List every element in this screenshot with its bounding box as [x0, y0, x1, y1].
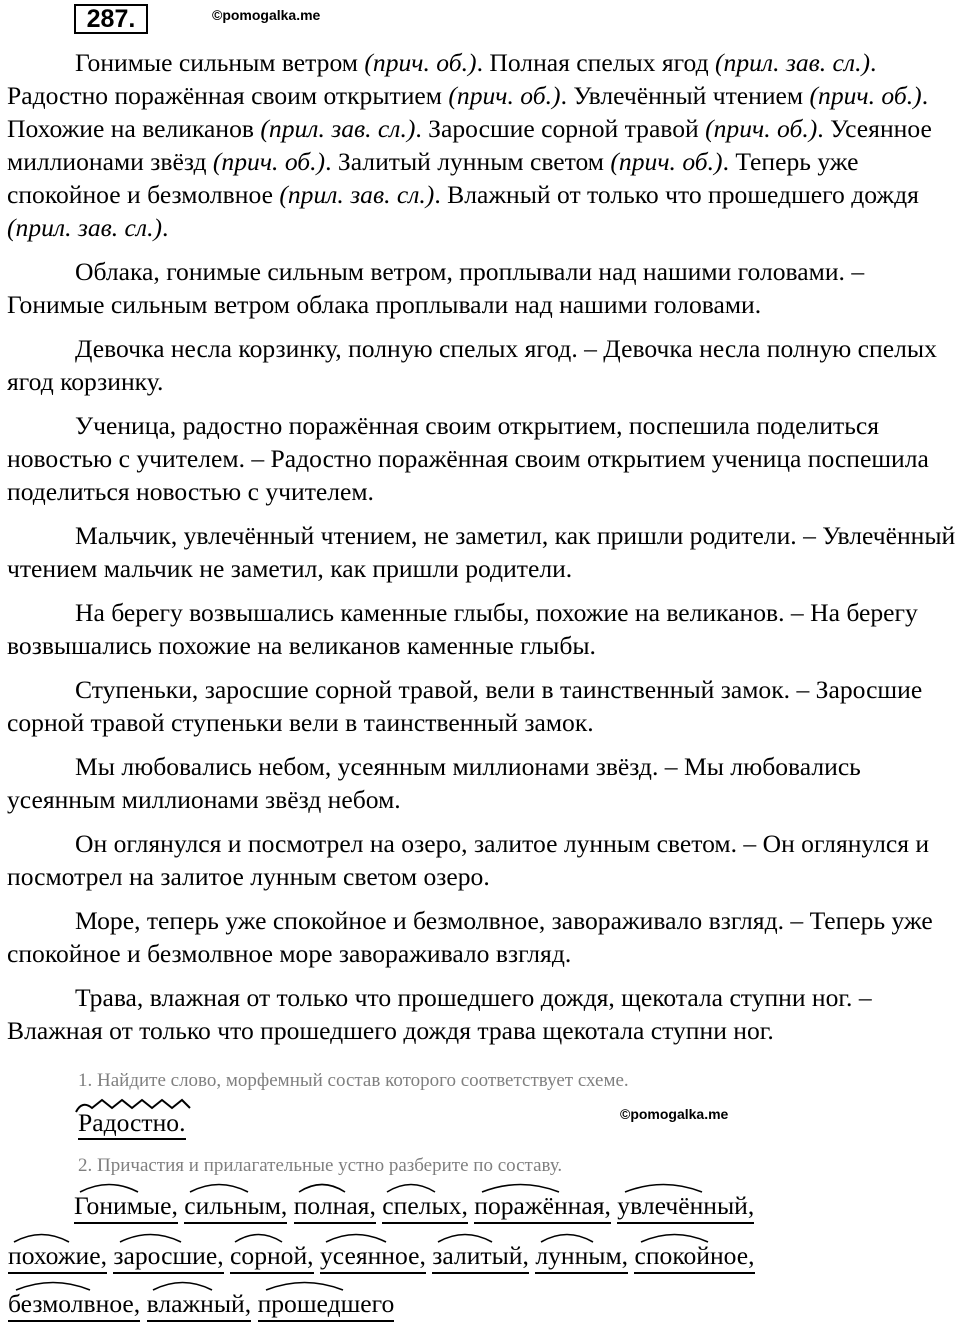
- root-arc-icon: [617, 1181, 754, 1193]
- morph-word: поражённая,: [474, 1190, 611, 1224]
- grammar-note: (прич. об.): [610, 147, 723, 176]
- root-arc-icon: [113, 1231, 223, 1243]
- exercise-number: 287.: [74, 4, 148, 34]
- root-arc-icon: [432, 1231, 529, 1243]
- morph-word: похожие,: [8, 1240, 107, 1274]
- intro-paragraph: [7, 46, 959, 244]
- watermark-2: ©pomogalka.me: [620, 1106, 729, 1122]
- morph-word: спелых,: [382, 1190, 468, 1224]
- root-arc-icon: [634, 1231, 754, 1243]
- intro-text: . Полная спелых ягод: [476, 48, 715, 77]
- intro-text: . Теперь уже спокойное и безмолвное: [7, 147, 859, 209]
- root-arc-icon: [147, 1279, 252, 1291]
- grammar-note: (прич. об.): [364, 48, 477, 77]
- morph-line-3: [8, 1288, 394, 1322]
- morph-word: сорной,: [230, 1240, 314, 1274]
- root-arc-icon: [535, 1231, 628, 1243]
- root-arc-icon: [320, 1231, 426, 1243]
- root-arc-icon: [258, 1279, 395, 1291]
- morph-word: безмолвное,: [8, 1288, 140, 1322]
- example-paragraph: Мальчик, увлечённый чтением, не заметил, как пришли родители. – Увлечённый чтением мальчик не заметил, как пришли родители.: [7, 521, 956, 583]
- example-paragraph: Море, теперь уже спокойное и безмолвное, завораживало взгляд. – Теперь уже спокойное и безмолвное море завораживало взгляд.: [7, 906, 933, 968]
- example-paragraph: Ступеньки, заросшие сорной травой, вели в таинственный замок. – Заросшие сорной травой ступеньки вели в таинственный замок.: [7, 675, 923, 737]
- grammar-note: (прич. об.): [705, 114, 818, 143]
- intro-text: . Влажный от только что прошедшего дождя: [434, 180, 919, 209]
- morph-line-1: [74, 1190, 754, 1224]
- task-2: 2. Причастия и прилагательные устно разберите по составу.: [78, 1155, 563, 1176]
- morph-word: сильным,: [184, 1190, 287, 1224]
- morph-word: прошедшего: [258, 1288, 395, 1322]
- example-paragraph: Мы любовались небом, усеянным миллионами звёзд. – Мы любовались усеянным миллионами звёзд небом.: [7, 752, 861, 814]
- grammar-note: (прил. зав. сл.): [7, 213, 162, 242]
- morph-word: усеянное,: [320, 1240, 426, 1274]
- example-paragraph: Трава, влажная от только что прошедшего дождя, щекотала ступни ног. – Влажная от только что прошедшего дождя трава щекотала ступни ног.: [7, 983, 872, 1045]
- root-arc-icon: [8, 1231, 107, 1243]
- morph-word: заросшие,: [113, 1240, 223, 1274]
- intro-text: . Заросшие сорной травой: [415, 114, 706, 143]
- example-paragraph: Облака, гонимые сильным ветром, проплывали над нашими головами. – Гонимые сильным ветром облака проплывали над нашими головами.: [7, 257, 865, 319]
- root-arc-icon: [382, 1181, 468, 1193]
- intro-text: .: [162, 213, 169, 242]
- morph-word: увлечённый,: [617, 1190, 754, 1224]
- morph-word: спокойное,: [634, 1240, 754, 1274]
- grammar-note: (прил. зав. сл.): [715, 48, 870, 77]
- morph-line-2: [8, 1240, 755, 1274]
- example-paragraph: На берегу возвышались каменные глыбы, похожие на великанов. – На берегу возвышались похожие на великанов каменные глыбы.: [7, 598, 918, 660]
- watermark: ©pomogalka.me: [212, 7, 321, 23]
- examples-list: [7, 255, 959, 1047]
- grammar-note: (прич. об.): [212, 147, 326, 176]
- exercise-text: [7, 46, 959, 1058]
- grammar-note: (прил. зав. сл.): [260, 114, 416, 143]
- intro-text: . Похожие на великанов: [7, 81, 929, 143]
- morph-word: лунным,: [535, 1240, 628, 1274]
- morph-word: Гонимые,: [74, 1190, 178, 1224]
- example-paragraph: Девочка несла корзинку, полную спелых ягод. – Девочка несла полную спелых ягод корзинку.: [7, 334, 937, 396]
- task-1: 1. Найдите слово, морфемный состав которого соответствует схеме.: [78, 1070, 629, 1091]
- example-paragraph: Он оглянулся и посмотрел на озеро, залитое лунным светом. – Он оглянулся и посмотрел на залитое лунным светом озеро.: [7, 829, 930, 891]
- root-arc-icon: [474, 1181, 611, 1193]
- root-arc-icon: [74, 1181, 178, 1193]
- grammar-note: (прич. об.): [448, 81, 561, 110]
- intro-text: . Усеянное миллионами звёзд: [7, 114, 932, 176]
- grammar-note: (прил. зав. сл.): [279, 180, 435, 209]
- intro-text: . Залитый лунным светом: [325, 147, 611, 176]
- intro-text: . Увлечённый чтением: [560, 81, 810, 110]
- root-arc-icon: [8, 1279, 140, 1291]
- grammar-note: (прич. об.): [809, 81, 922, 110]
- morph-word: полная,: [294, 1190, 376, 1224]
- task-1-answer: Радостно.: [78, 1108, 186, 1140]
- intro-text: . Радостно поражённая своим открытием: [7, 48, 877, 110]
- morph-word: влажный,: [147, 1288, 252, 1322]
- intro-text: Гонимые сильным ветром: [75, 48, 365, 77]
- morph-word: залитый,: [432, 1240, 529, 1274]
- root-arc-icon: [294, 1181, 376, 1193]
- root-arc-icon: [230, 1231, 314, 1243]
- root-arc-icon: [184, 1181, 287, 1193]
- example-paragraph: Ученица, радостно поражённая своим открытием, поспешила поделиться новостью с учителем. – Радостно поражённая своим открытием ученица поспешила поделиться новостью с учителем.: [7, 411, 929, 506]
